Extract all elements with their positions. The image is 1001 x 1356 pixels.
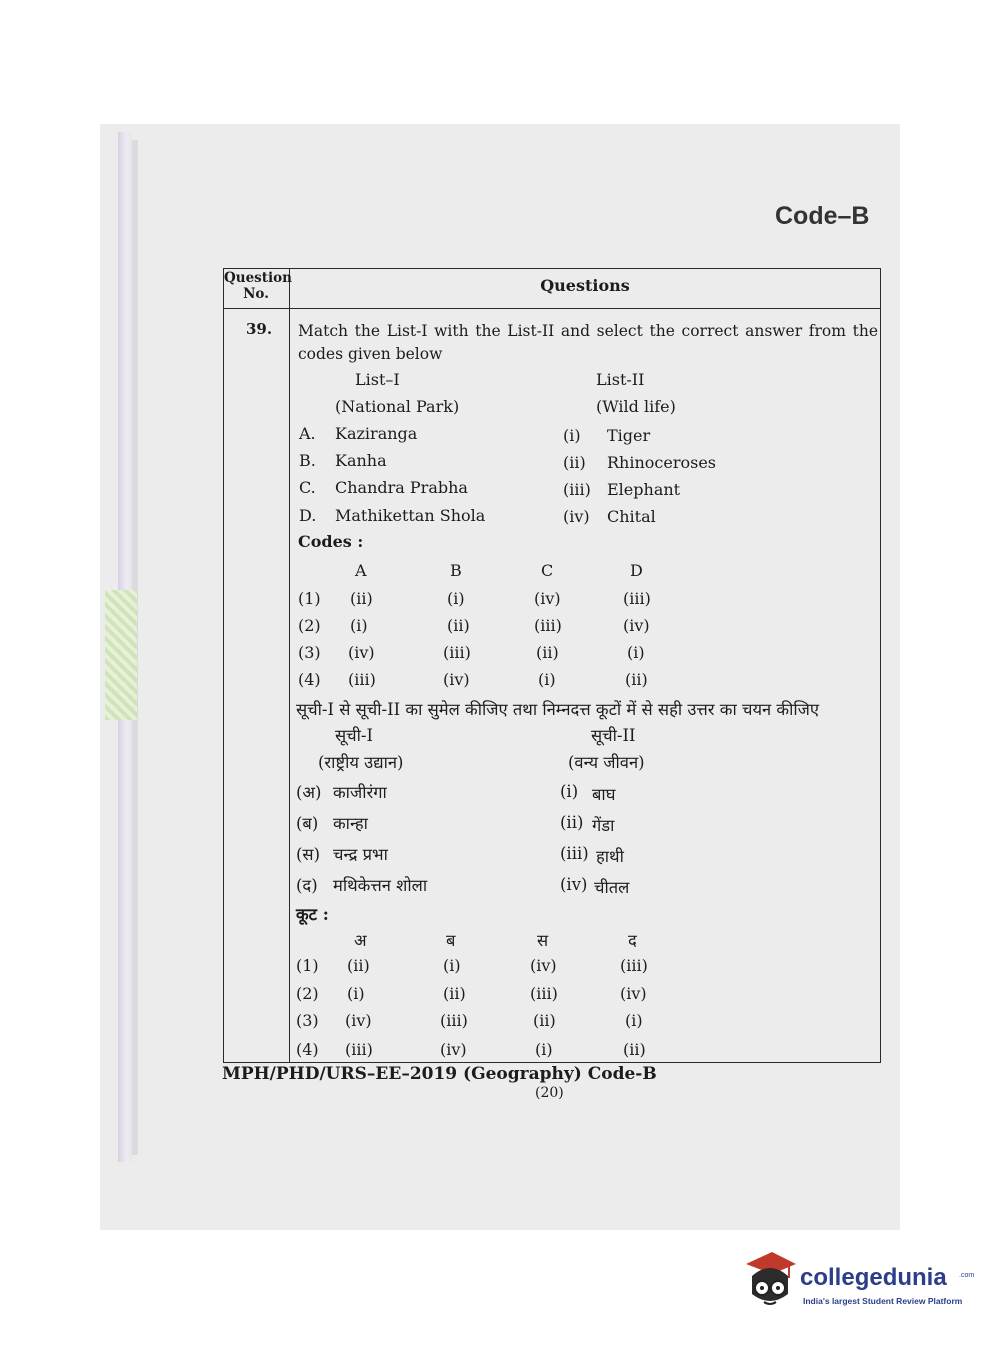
codes-col-header-hi: स — [537, 931, 549, 950]
option-value: (ii) — [536, 643, 559, 662]
footer-text: MPH/PHD/URS–EE–2019 (Geography) Code-B — [222, 1064, 657, 1084]
list2-item-hi: गेंडा — [592, 816, 615, 835]
list1-sub-en: (National Park) — [335, 397, 460, 416]
list1-key-hi: (स) — [296, 845, 321, 864]
option-value: (ii) — [350, 589, 373, 608]
option-value-hi: (ii) — [443, 984, 466, 1003]
list2-key: (iv) — [563, 507, 590, 526]
list1-key: D. — [299, 506, 317, 525]
list2-item-hi: बाघ — [592, 785, 616, 804]
list1-key: B. — [299, 451, 316, 470]
header-questions: Questions — [540, 276, 630, 295]
list2-title-hi: सूची-II — [591, 726, 636, 745]
option-value: (i) — [627, 643, 645, 662]
option-value: (iii) — [534, 616, 562, 635]
option-value: (iii) — [348, 670, 376, 689]
codes-col-header-hi: ब — [446, 931, 456, 950]
logo-name: collegedunia — [800, 1264, 947, 1291]
page-number: (20) — [535, 1085, 564, 1101]
option-number: (1) — [298, 589, 321, 608]
list1-sub-hi: (राष्ट्रीय उद्यान) — [318, 753, 404, 772]
list2-item: Rhinoceroses — [607, 453, 717, 472]
list2-sub-en: (Wild life) — [596, 397, 676, 416]
option-number: (3) — [298, 643, 321, 662]
list1-key-hi: (द) — [296, 876, 318, 895]
list2-item: Tiger — [607, 426, 651, 445]
option-number-hi: (4) — [296, 1040, 319, 1059]
question-statement-en: Match the List-I with the List-II and select the correct answer from the codes given below — [298, 322, 878, 363]
list2-key-hi: (ii) — [560, 813, 584, 832]
option-number: (4) — [298, 670, 321, 689]
codes-col-header-hi: अ — [354, 931, 367, 950]
list1-item-hi: चन्द्र प्रभा — [333, 845, 388, 864]
list2-title-en: List-II — [596, 370, 645, 389]
list1-key-hi: (ब) — [296, 814, 319, 833]
logo-tagline: India's largest Student Review Platform — [803, 1296, 963, 1306]
list2-key: (iii) — [563, 480, 591, 499]
list1-key-hi: (अ) — [296, 783, 322, 802]
list1-item: Kaziranga — [335, 424, 418, 443]
logo-suffix: .com — [959, 1272, 975, 1279]
option-number-hi: (1) — [296, 956, 319, 975]
list2-key-hi: (i) — [560, 782, 579, 801]
list1-title-en: List–I — [355, 370, 400, 389]
option-value: (i) — [447, 589, 465, 608]
list2-item: Chital — [607, 507, 656, 526]
list2-item: Elephant — [607, 480, 681, 499]
list1-item: Kanha — [335, 451, 387, 470]
option-value-hi: (iv) — [345, 1011, 372, 1030]
option-value-hi: (iv) — [440, 1040, 467, 1059]
list2-key: (ii) — [563, 453, 586, 472]
option-value-hi: (ii) — [347, 956, 370, 975]
adhesive-tape — [105, 590, 137, 720]
table-header-divider — [224, 308, 880, 309]
codes-col-header: B — [450, 561, 462, 580]
list2-item-hi: हाथी — [596, 847, 624, 866]
option-value-hi: (ii) — [533, 1011, 556, 1030]
list2-key-hi: (iii) — [560, 844, 589, 863]
option-number-hi: (3) — [296, 1011, 319, 1030]
list1-title-hi: सूची-I — [335, 726, 373, 745]
question-number: 39. — [246, 320, 273, 338]
list2-sub-hi: (वन्य जीवन) — [568, 753, 645, 772]
option-value: (iv) — [534, 589, 561, 608]
option-value: (iii) — [623, 589, 651, 608]
list1-key: A. — [299, 424, 316, 443]
option-value: (iii) — [443, 643, 471, 662]
option-value-hi: (i) — [347, 984, 365, 1003]
option-value: (ii) — [447, 616, 470, 635]
option-value: (ii) — [625, 670, 648, 689]
codes-col-header: D — [630, 561, 643, 580]
header-question-no: Question No. — [224, 270, 292, 302]
list1-item-hi: काजीरंगा — [333, 783, 387, 802]
list2-key-hi: (iv) — [560, 875, 588, 894]
codes-label-en: Codes : — [298, 532, 364, 551]
option-value: (iv) — [623, 616, 650, 635]
option-number-hi: (2) — [296, 984, 319, 1003]
option-value-hi: (iv) — [620, 984, 647, 1003]
code-label: Code–B — [775, 202, 870, 230]
list1-item: Mathikettan Shola — [335, 506, 486, 525]
option-value-hi: (iii) — [530, 984, 558, 1003]
list1-key: C. — [299, 478, 316, 497]
question-table — [223, 268, 881, 1063]
option-value: (i) — [538, 670, 556, 689]
option-value-hi: (iii) — [440, 1011, 468, 1030]
option-value-hi: (iii) — [345, 1040, 373, 1059]
option-number: (2) — [298, 616, 321, 635]
codes-col-header: C — [541, 561, 554, 580]
mascot-icon — [742, 1250, 798, 1316]
option-value-hi: (iv) — [530, 956, 557, 975]
option-value-hi: (i) — [443, 956, 461, 975]
list2-item-hi: चीतल — [594, 878, 630, 897]
table-column-divider — [289, 269, 290, 1062]
list2-key: (i) — [563, 426, 581, 445]
codes-col-header: A — [355, 561, 367, 580]
codes-label-hi: कूट : — [296, 905, 329, 924]
list1-item: Chandra Prabha — [335, 478, 468, 497]
option-value: (iv) — [348, 643, 375, 662]
option-value: (iv) — [443, 670, 470, 689]
option-value-hi: (i) — [625, 1011, 643, 1030]
collegedunia-logo — [742, 1250, 975, 1320]
option-value: (i) — [350, 616, 368, 635]
codes-col-header-hi: द — [628, 931, 637, 950]
option-value-hi: (iii) — [620, 956, 648, 975]
option-value-hi: (i) — [535, 1040, 553, 1059]
list1-item-hi: कान्हा — [333, 814, 368, 833]
option-value-hi: (ii) — [623, 1040, 646, 1059]
question-statement-hi: सूची-I से सूची-II का सुमेल कीजिए तथा निम्नदत्त कूटों में से सही उत्तर का चयन कीजिए — [296, 700, 820, 719]
list1-item-hi: मथिकेत्तन शोला — [333, 876, 428, 895]
